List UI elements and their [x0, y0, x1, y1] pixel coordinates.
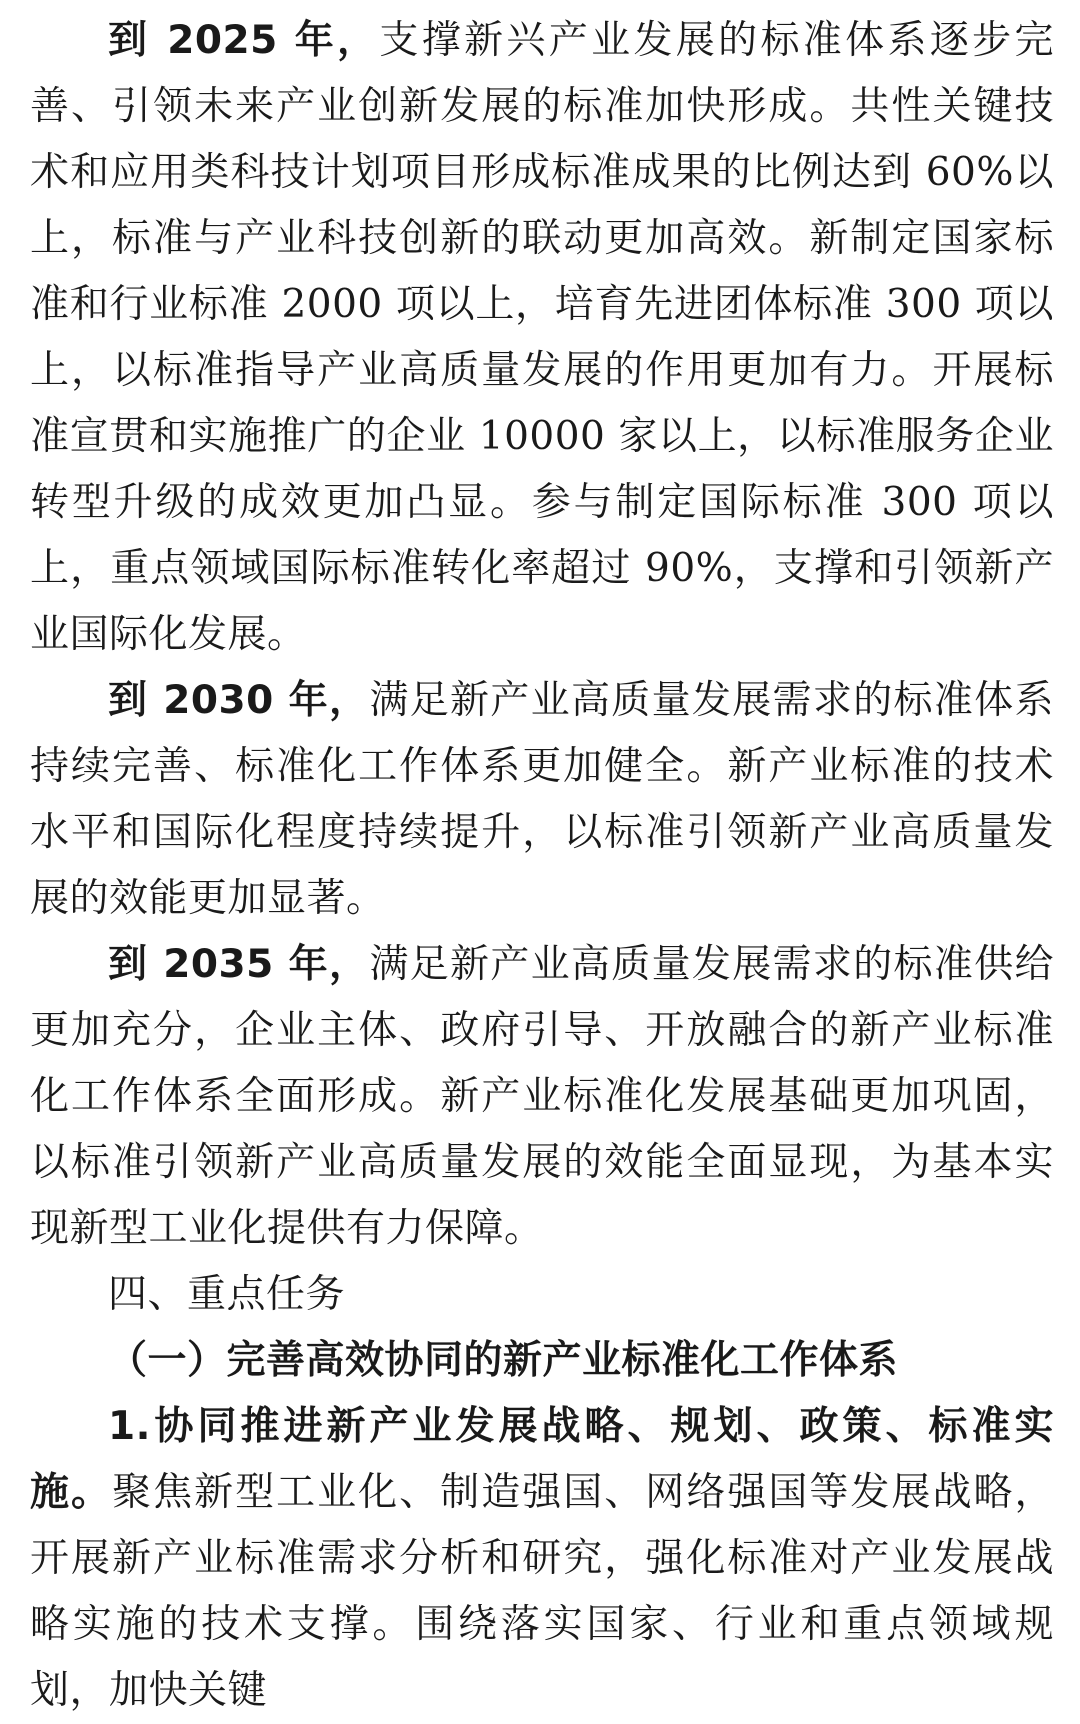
- paragraph-text-2025: 支撑新兴产业发展的标准体系逐步完善、引领未来产业创新发展的标准加快形成。共性关键技术和应用类科技计划项目形成标准成果的比例达到 60%以上，标准与产业科技创新的联动更加高效。新制定国家标准和行业标准 2000 项以上，培育先进团体标准 300 项以上，以标准指导产业高质量发展的作用更加有力。开展标准宣贯和实施推广的企业 10000 家以上，以标准服务企业转型升级的成效更加凸显。参与制定国际标准 300 项以上，重点领域国际标准转化率超过 90%，支撑和引领新产业国际化发展。: [30, 18, 1054, 657]
- paragraph-lead-2030: 到 2030 年，: [108, 678, 370, 723]
- paragraph-2030-goals: [30, 668, 1054, 932]
- paragraph-text-2030: 满足新产业高质量发展需求的标准体系持续完善、标准化工作体系更加健全。新产业标准的技术水平和国际化程度持续提升，以标准引领新产业高质量发展的效能更加显著。: [30, 678, 1054, 921]
- task-item-1: [30, 1394, 1054, 1724]
- paragraph-text-2035: 满足新产业高质量发展需求的标准供给更加充分，企业主体、政府引导、开放融合的新产业标准化工作体系全面形成。新产业标准化发展基础更加巩固，以标准引领新产业高质量发展的效能全面显现，为基本实现新型工业化提供有力保障。: [30, 942, 1054, 1251]
- task-item-1-text: 聚焦新型工业化、制造强国、网络强国等发展战略，开展新产业标准需求分析和研究，强化标准对产业发展战略实施的技术支撑。围绕落实国家、行业和重点领域规划，加快关键: [30, 1470, 1054, 1713]
- paragraph-lead-2025: 到 2025 年，: [108, 18, 380, 63]
- paragraph-lead-2035: 到 2035 年，: [108, 942, 370, 987]
- paragraph-2025-goals: [30, 8, 1054, 668]
- paragraph-2035-goals: [30, 932, 1054, 1262]
- section-heading: 四、重点任务: [108, 1272, 346, 1317]
- subsection-heading: （一）完善高效协同的新产业标准化工作体系: [108, 1338, 899, 1383]
- task-item-1-lead: 1.协同推进新产业发展战略、规划、政策、标准实施。: [30, 1404, 1054, 1515]
